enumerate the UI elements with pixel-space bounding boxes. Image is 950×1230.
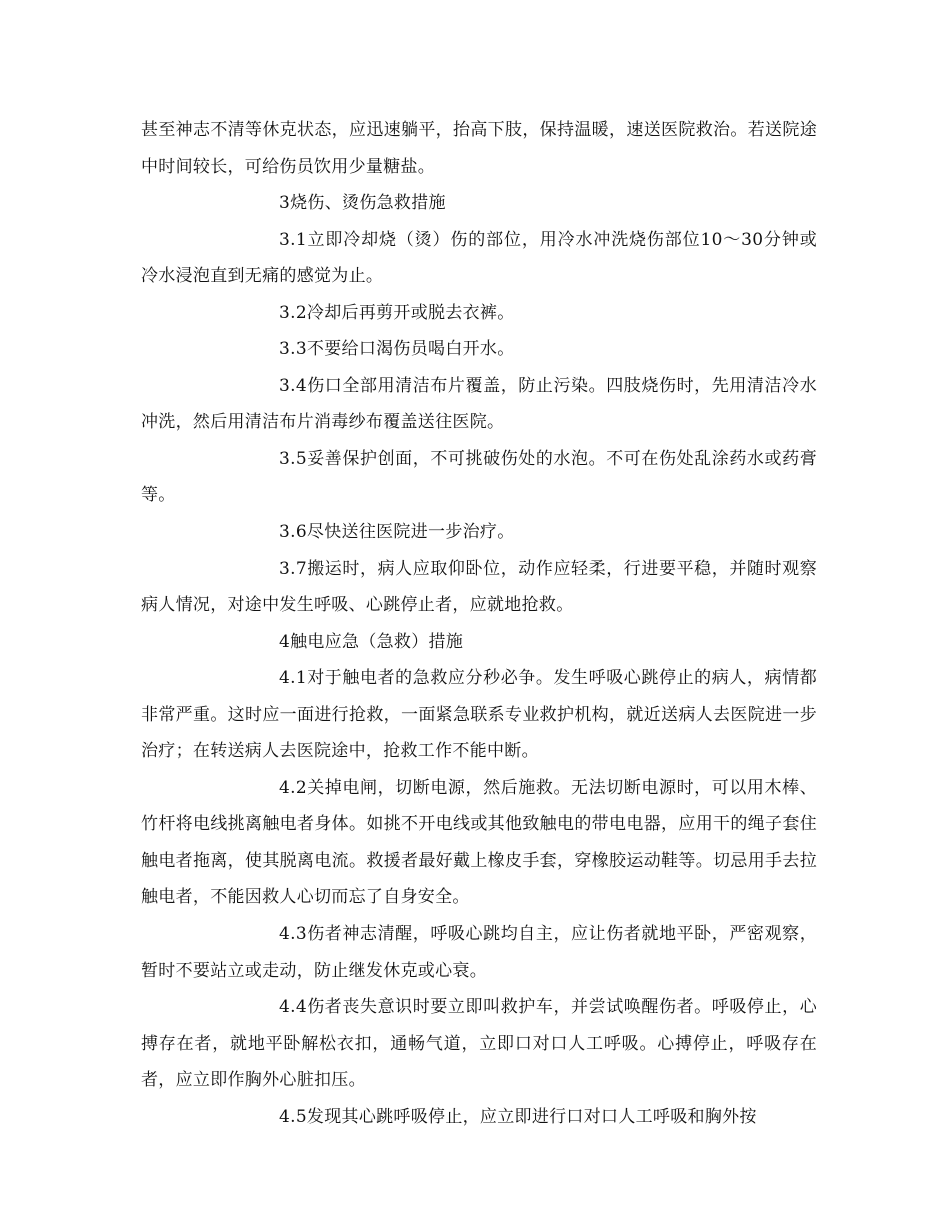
paragraph-shock-continuation: 甚至神志不清等休克状态，应迅速躺平，抬高下肢，保持温暖，速送医院救治。若送院途中时间较长，可给伤员饮用少量糖盐。 [141,120,817,177]
paragraph-3-7: 3.7搬运时，病人应取仰卧位，动作应轻柔，行进要平稳，并随时观察病人情况，对途中发生呼吸、心跳停止者，应就地抢救。 [141,558,817,616]
paragraph-3-6: 3.6尽快送往医院进一步治疗。 [279,522,515,543]
document-body [141,112,817,1135]
heading-burn-first-aid: 3烧伤、烫伤急救措施 [279,193,446,214]
paragraph-3-5: 3.5妥善保护创面，不可挑破伤处的水泡。不可在伤处乱涂药水或药膏等。 [141,448,817,506]
paragraph-4-3: 4.3伤者神志清醒，呼吸心跳均自主，应让伤者就地平卧，严密观察，暂时不要站立或走动，防止继发休克或心衰。 [141,924,817,981]
paragraph-3-4: 3.4伤口全部用清洁布片覆盖，防止污染。四肢烧伤时，先用清洁冷水冲洗，然后用清洁布片消毒纱布覆盖送往医院。 [141,375,817,433]
paragraph-3-3: 3.3不要给口渴伤员喝白开水。 [279,339,515,360]
paragraph-3-2: 3.2冷却后再剪开或脱去衣裤。 [279,302,515,323]
paragraph-4-2: 4.2关掉电闸，切断电源，然后施救。无法切断电源时，可以用木棒、竹杆将电线挑离触电者身体。如挑不开电线或其他致触电的带电电器，应用干的绳子套住触电者拖离，使其脱离电流。救援者最好戴上橡皮手套，穿橡胶运动鞋等。切忌用手去拉触电者，不能因救人心切而忘了自身安全。 [141,777,817,908]
paragraph-3-1: 3.1立即冷却烧（烫）伤的部位，用冷水冲洗烧伤部位10～30分钟或冷水浸泡直到无痛的感觉为止。 [141,229,817,287]
paragraph-4-1: 4.1对于触电者的急救应分秒必争。发生呼吸心跳停止的病人，病情都非常严重。这时应一面进行抢救，一面紧急联系专业救护机构，就近送病人去医院进一步治疗；在转送病人去医院途中，抢救工作不能中断。 [141,668,817,762]
paragraph-4-4: 4.4伤者丧失意识时要立即叫救护车，并尝试唤醒伤者。呼吸停止，心搏存在者，就地平卧解松衣扣，通畅气道，立即口对口人工呼吸。心搏停止，呼吸存在者，应立即作胸外心脏扣压。 [141,997,817,1091]
paragraph-4-5: 4.5发现其心跳呼吸停止，应立即进行口对口人工呼吸和胸外按 [279,1106,757,1127]
heading-electric-shock-first-aid: 4触电应急（急救）措施 [279,631,464,652]
